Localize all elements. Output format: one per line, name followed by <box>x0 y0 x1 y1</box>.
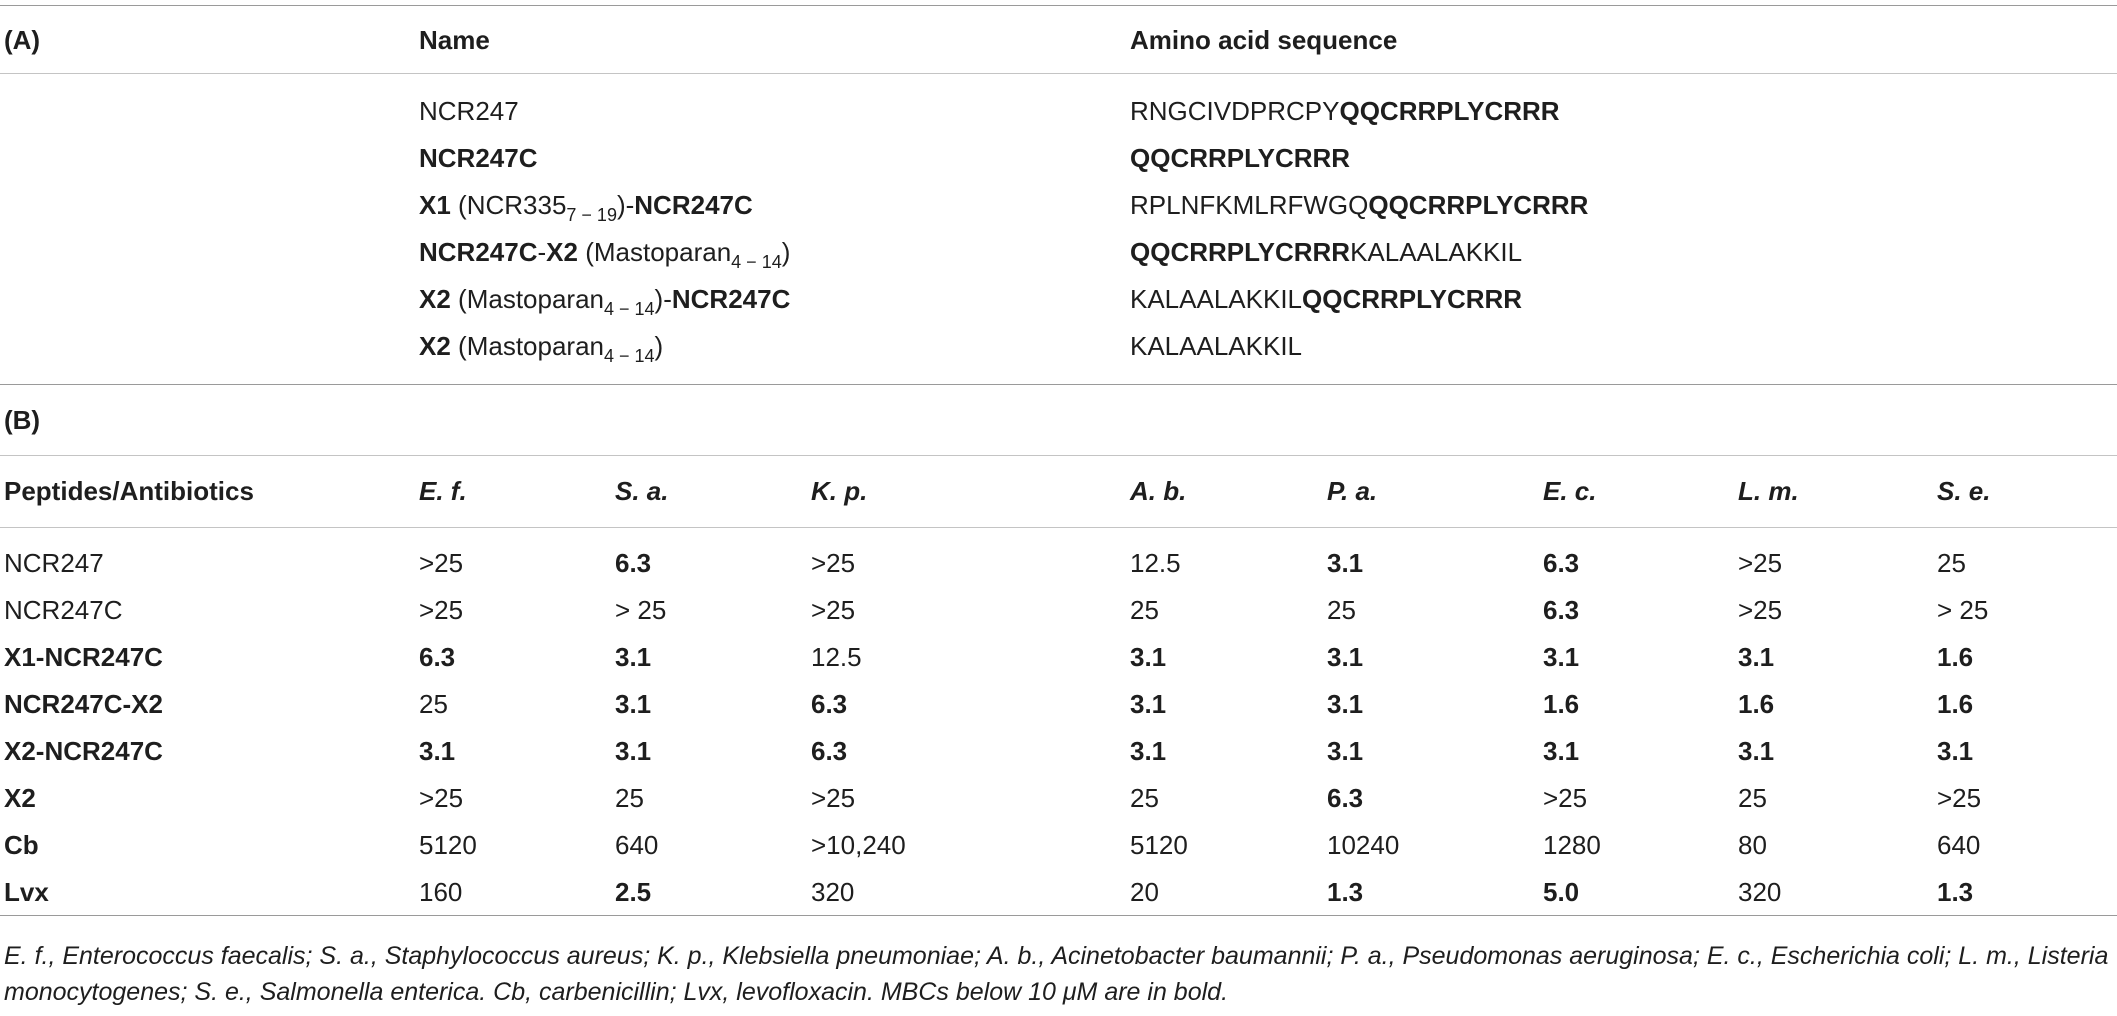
ncr247c-segment: QQCRRPLYCRRR <box>1130 143 1351 173</box>
mbc-value: 6.3 <box>811 689 848 719</box>
mbc-value: > 25 <box>1937 595 1989 625</box>
mbc-value: 1.6 <box>1738 689 1775 719</box>
name-part: X2 <box>546 237 578 267</box>
mbc-value: 3.1 <box>1130 689 1167 719</box>
amino-acid-sequence <box>1130 236 1522 268</box>
mbc-value: >25 <box>811 783 856 813</box>
mbc-value: 12.5 <box>811 642 862 672</box>
mbc-value: 5120 <box>419 830 477 860</box>
table-row <box>0 594 2117 626</box>
mbc-value: 3.1 <box>1738 736 1775 766</box>
column-header-species: L. m. <box>1738 476 1799 506</box>
mbc-value: 3.1 <box>1327 548 1364 578</box>
section-a-row <box>0 236 2117 272</box>
table-row <box>0 829 2117 861</box>
amino-acid-sequence <box>1130 95 1560 127</box>
agent-name: Lvx <box>4 877 49 907</box>
bottom-rule <box>0 915 2117 916</box>
section-a-row <box>0 189 2117 225</box>
mbc-value: 3.1 <box>615 689 652 719</box>
name-part: X2 <box>419 284 451 314</box>
name-part: NCR247C <box>671 284 791 314</box>
section-b-header-rule <box>0 527 2117 528</box>
mbc-value: 25 <box>419 689 448 719</box>
mbc-value: 3.1 <box>1738 642 1775 672</box>
mbc-value: >25 <box>811 595 856 625</box>
mbc-value: 1.3 <box>1327 877 1364 907</box>
column-header-agent: Peptides/Antibiotics <box>4 476 254 506</box>
mbc-value: 6.3 <box>1543 595 1580 625</box>
name-part: NCR247C <box>634 190 753 220</box>
peptide-name <box>419 236 790 278</box>
name-part: - <box>537 237 547 267</box>
section-a-bottom-rule <box>0 384 2117 385</box>
mbc-value: 25 <box>1130 595 1159 625</box>
mbc-value: 6.3 <box>1543 548 1580 578</box>
table-row <box>0 641 2117 673</box>
name-part: )- <box>616 190 635 220</box>
ncr247c-segment: QQCRRPLYCRRR <box>1130 237 1351 267</box>
mbc-value: >25 <box>419 595 464 625</box>
agent-name: NCR247C-X2 <box>4 689 163 719</box>
agent-name: X2-NCR247C <box>4 736 163 766</box>
header-sequence: Amino acid sequence <box>1130 25 1398 55</box>
column-header-species: S. e. <box>1937 476 1991 506</box>
table-row <box>0 782 2117 814</box>
mbc-value: 3.1 <box>1937 736 1974 766</box>
section-a-row <box>0 330 2117 366</box>
section-b-top-rule <box>0 455 2117 456</box>
mbc-value: 2.5 <box>615 877 652 907</box>
peptide-name <box>419 142 538 174</box>
mbc-value: 25 <box>615 783 644 813</box>
column-header-species: P. a. <box>1327 476 1378 506</box>
name-part: NCR247 <box>419 96 519 126</box>
mbc-value: >25 <box>419 548 464 578</box>
column-header-species: A. b. <box>1130 476 1187 506</box>
name-part: (Mastoparan <box>577 237 732 267</box>
mbc-value: 1280 <box>1543 830 1601 860</box>
mbc-value: 640 <box>615 830 659 860</box>
mbc-value: 640 <box>1937 830 1981 860</box>
table-row <box>0 688 2117 720</box>
sequence-segment: KALAALAKKIL <box>1130 331 1302 361</box>
mbc-value: 320 <box>811 877 855 907</box>
name-part: X2 <box>419 331 451 361</box>
section-a-row <box>0 142 2117 174</box>
table-row <box>0 547 2117 579</box>
mbc-value: 6.3 <box>811 736 848 766</box>
mbc-value: 320 <box>1738 877 1782 907</box>
ncr247c-segment: QQCRRPLYCRRR <box>1339 96 1560 126</box>
column-header-species: K. p. <box>811 476 868 506</box>
table-footnote: E. f., Enterococcus faecalis; S. a., Staphylococcus aureus; K. p., Klebsiella pneumoniae; A. b., Acinetobacter baumannii; P. a., Pseudomonas aeruginosa; E. c., Escherichia coli; L. m., Listeria monocytogenes; S. e., Salmonella enterica. Cb, carbenicillin; Lvx, levofloxacin. MBCs below 10 μM are in bold. <box>4 942 2109 1006</box>
amino-acid-sequence <box>1130 330 1302 362</box>
mbc-value: 3.1 <box>1327 642 1364 672</box>
agent-name: X1-NCR247C <box>4 642 163 672</box>
mbc-value: >10,240 <box>811 830 906 860</box>
name-part: ) <box>781 237 791 267</box>
peptide-name <box>419 189 753 231</box>
section-a-header-rule <box>0 73 2117 74</box>
mbc-value: 1.3 <box>1937 877 1974 907</box>
section-b-header-row <box>0 475 2117 507</box>
mbc-value: 3.1 <box>615 736 652 766</box>
name-part: )- <box>654 284 672 314</box>
column-header-species: S. a. <box>615 476 669 506</box>
mbc-value: >25 <box>1738 548 1783 578</box>
mbc-value: >25 <box>1738 595 1783 625</box>
subscript-range: 7 − 19 <box>566 205 617 225</box>
mbc-value: >25 <box>1937 783 1982 813</box>
mbc-value: 25 <box>1130 783 1159 813</box>
mbc-value: 3.1 <box>1543 736 1580 766</box>
mbc-value: 3.1 <box>615 642 652 672</box>
mbc-value: 25 <box>1937 548 1966 578</box>
mbc-value: >25 <box>419 783 464 813</box>
mbc-value: 3.1 <box>1327 689 1364 719</box>
name-part: (Mastoparan <box>450 331 604 361</box>
column-header-species: E. c. <box>1543 476 1597 506</box>
mbc-value: 1.6 <box>1937 689 1974 719</box>
mbc-value: 160 <box>419 877 463 907</box>
table-row <box>0 876 2117 908</box>
mbc-value: 10240 <box>1327 830 1400 860</box>
mbc-value: 6.3 <box>419 642 456 672</box>
sequence-segment: RNGCIVDPRCPY <box>1130 96 1340 126</box>
sequence-segment: RPLNFKMLRFWGQ <box>1130 190 1369 220</box>
mbc-value: 6.3 <box>1327 783 1364 813</box>
name-part: NCR247C <box>419 237 538 267</box>
agent-name: Cb <box>4 830 39 860</box>
amino-acid-sequence <box>1130 283 1522 315</box>
name-part: (Mastoparan <box>450 284 604 314</box>
mbc-value: 3.1 <box>1130 736 1167 766</box>
mbc-value: 12.5 <box>1130 548 1181 578</box>
section-a-label: (A) <box>4 25 41 55</box>
peptide-name <box>419 95 519 127</box>
mbc-value: > 25 <box>615 595 667 625</box>
mbc-value: 3.1 <box>1543 642 1580 672</box>
mbc-value: 25 <box>1327 595 1356 625</box>
sequence-segment: KALAALAKKIL <box>1130 284 1302 314</box>
table-row <box>0 735 2117 767</box>
agent-name: X2 <box>4 783 36 813</box>
mbc-value: 80 <box>1738 830 1767 860</box>
top-rule <box>0 5 2117 6</box>
subscript-range: 4 − 14 <box>604 346 655 366</box>
mbc-value: 25 <box>1738 783 1767 813</box>
name-part: X1 <box>419 190 451 220</box>
agent-name: NCR247 <box>4 548 104 578</box>
ncr247c-segment: QQCRRPLYCRRR <box>1302 284 1523 314</box>
mbc-value: 5.0 <box>1543 877 1580 907</box>
subscript-range: 4 − 14 <box>604 299 655 319</box>
amino-acid-sequence <box>1130 142 1350 174</box>
mbc-value: 6.3 <box>615 548 652 578</box>
section-a-row <box>0 95 2117 127</box>
name-part: (NCR335 <box>450 190 567 220</box>
mbc-value: 3.1 <box>419 736 456 766</box>
name-part: NCR247C <box>419 143 538 173</box>
name-part: ) <box>654 331 664 361</box>
sequence-segment: KALAALAKKIL <box>1350 237 1523 267</box>
section-a-row <box>0 283 2117 319</box>
peptide-name <box>419 330 663 372</box>
header-name: Name <box>419 25 490 55</box>
agent-name: NCR247C <box>4 595 123 625</box>
section-b-label: (B) <box>4 405 41 435</box>
mbc-value: 5120 <box>1130 830 1188 860</box>
mbc-value: 3.1 <box>1130 642 1167 672</box>
mbc-value: >25 <box>1543 783 1588 813</box>
column-header-species: E. f. <box>419 476 467 506</box>
peptide-name <box>419 283 790 325</box>
mbc-value: 1.6 <box>1543 689 1580 719</box>
ncr247c-segment: QQCRRPLYCRRR <box>1368 190 1589 220</box>
mbc-value: 1.6 <box>1937 642 1974 672</box>
amino-acid-sequence <box>1130 189 1588 221</box>
subscript-range: 4 − 14 <box>731 252 782 272</box>
mbc-value: >25 <box>811 548 856 578</box>
mbc-value: 20 <box>1130 877 1159 907</box>
mbc-value: 3.1 <box>1327 736 1364 766</box>
